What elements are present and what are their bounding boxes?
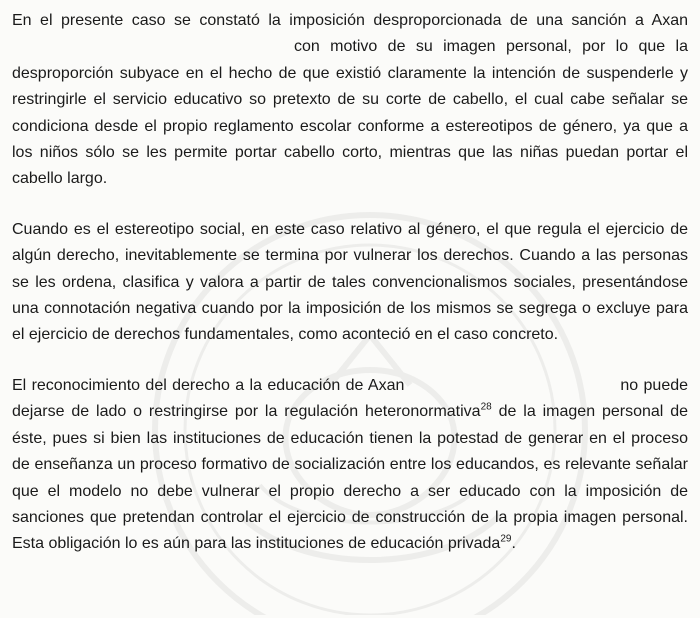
paragraph-3-text-d: . bbox=[511, 535, 516, 553]
document-body bbox=[12, 8, 688, 582]
footnote-ref-29: 29 bbox=[500, 533, 512, 545]
paragraph-3-text-a: El reconocimiento del derecho a la educación de Axan bbox=[12, 376, 405, 394]
paragraph-3-text-b: no puede dejarse de lado o restringirse por la regulación heteronormativa bbox=[12, 376, 689, 421]
paragraph-3 bbox=[12, 373, 688, 558]
paragraph-3-text-c: de la imagen personal de éste, pues si bien las instituciones de educación tienen la potestad de generar en el proceso de enseñanza un proceso formativo de socialización entre los educandos, es relevante señalar que el modelo no debe vulnerar el propio derecho a ser educado con la imposición de sanciones que pretendan controlar el ejercicio de construcción de la propia imagen personal. Esta obligación lo es aún para las instituciones de educación privada bbox=[12, 403, 689, 553]
footnote-ref-28: 28 bbox=[480, 401, 492, 413]
paragraph-1-text-a: En el presente caso se constató la imposición desproporcionada de una sanción a Axan bbox=[12, 12, 688, 29]
paragraph-1-text-b: con motivo de su imagen personal, por lo que la desproporción subyace en el hecho de que existió claramente la intención de suspenderle y restringirle el servicio educativo so pretexto de su corte de cabello, el cual cabe señalar se condiciona desde el propio reglamento escolar conforme a estereotipos de género, ya que a los niños sólo se les permite portar cabello corto, mientras que las niñas puedan portar el cabello largo. bbox=[12, 38, 688, 188]
paragraph-1 bbox=[12, 8, 688, 193]
paragraph-2-text: Cuando es el estereotipo social, en este caso relativo al género, el que regula el ejercicio de algún derecho, inevitablemente se termina por vulnerar los derechos. Cuando a las personas se les ordena, clasifica y valora a partir de tales convencionalismos sociales, presentándose una connotación negativa cuando por la imposición de los mismos se segrega o excluye para el ejercicio de derechos fundamentales, como aconteció en el caso concreto. bbox=[12, 220, 688, 344]
paragraph-2 bbox=[12, 217, 688, 349]
